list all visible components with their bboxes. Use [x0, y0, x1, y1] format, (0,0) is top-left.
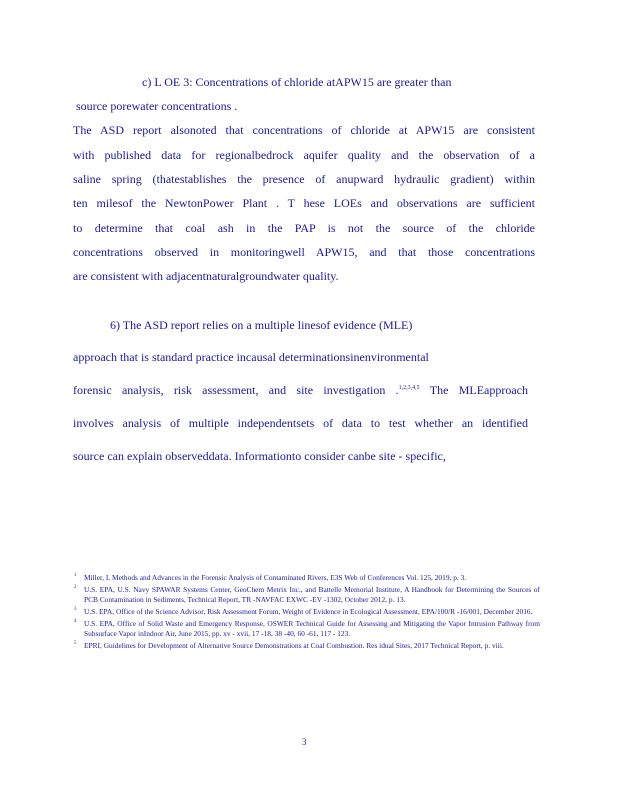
- paragraph1-line: with published data for regionalbedrock aquifer quality and the observation of a: [73, 148, 535, 162]
- section-c-heading-cont: source porewater concentrations .: [76, 99, 238, 113]
- footnote-number: 5: [74, 641, 77, 646]
- footnote: [74, 585, 540, 605]
- footnote-text: EPRI, Guidelines for Development of Alternative Source Demonstrations at Coal Combustion. Res idual Sites, 2017 Technical Report, p. viii.: [84, 641, 504, 650]
- footnote-number: 2: [74, 585, 77, 590]
- paragraph1-line: ten milesof the NewtonPower Plant . T hese LOEs and observations are sufficient: [73, 196, 535, 210]
- paragraph2-line: involves analysis of multiple independentsets of data to test whether an identified: [73, 416, 528, 430]
- footnote-text: U.S. EPA, Office of Solid Waste and Emergency Response, OSWER Technical Guide for Assessing and Mitigating the Vapor Intrusion Pathway from Subsurface Vapor inIndoor Air, June 2015, pp. xv - xvii, 17 -18, 38 -40, 60 -61, 117 - 123.: [84, 619, 540, 638]
- footnote: [74, 607, 540, 617]
- paragraph1-line: to determine that coal ash in the PAP is not the source of the chloride: [73, 221, 535, 235]
- page-number: 3: [302, 737, 307, 747]
- footnote-number: 1: [74, 573, 77, 578]
- paragraph2-line: [73, 383, 528, 397]
- paragraph1-line: are consistent with adjacentnaturalgroundwater quality.: [73, 269, 339, 283]
- paragraph2-line3-tail: The MLEapproach: [419, 383, 528, 397]
- footnote-number: 3: [74, 607, 77, 612]
- paragraph1-line: saline spring (thatestablishes the presence of anupward hydraulic gradient) within: [73, 172, 535, 186]
- paragraph1-line: concentrations observed in monitoringwell APW15, and that those concentrations: [73, 245, 535, 259]
- footnote-text: Miller, I. Methods and Advances in the Forensic Analysis of Contaminated Rivers, E3S Web of Conferences Vol. 125, 2019, p. 3.: [84, 573, 467, 582]
- footnotes: [74, 573, 540, 653]
- section-c-heading: c) L OE 3: Concentrations of chloride atAPW15 are greater than: [142, 75, 452, 89]
- footnote: [74, 573, 540, 583]
- paragraph2-line: source can explain observeddata. Informationto consider canbe site - specific,: [73, 449, 446, 463]
- footnote-text: U.S. EPA, Office of the Science Advisor, Risk Assessment Forum, Weight of Evidence in Ecological Assessment, EPA/100/R -16/001, December 2016.: [84, 607, 533, 616]
- footnote-number: 4: [74, 619, 77, 624]
- footnote: [74, 619, 540, 639]
- paragraph2-line3-text: forensic analysis, risk assessment, and site investigation .: [73, 383, 399, 397]
- footnote-text: U.S. EPA, U.S. Navy SPAWAR Systems Center, GeoChem Metrix Inc., and Battelle Memorial Institute, A Handbook for Determining the Sources of PCB Contamination in Sediments, Technical Report, TR -NAVFAC EXWC -EV -1302, October 2012, p. 13.: [84, 585, 540, 604]
- footnote-reference: 1,2,3,4,5: [398, 385, 420, 391]
- footnote: [74, 641, 540, 651]
- paragraph2-line: approach that is standard practice incausal determinationsinenvironmental: [73, 350, 429, 364]
- section-6-heading: 6) The ASD report relies on a multiple linesof evidence (MLE): [110, 318, 413, 332]
- paragraph1-line: The ASD report alsonoted that concentrations of chloride at APW15 are consistent: [73, 123, 535, 137]
